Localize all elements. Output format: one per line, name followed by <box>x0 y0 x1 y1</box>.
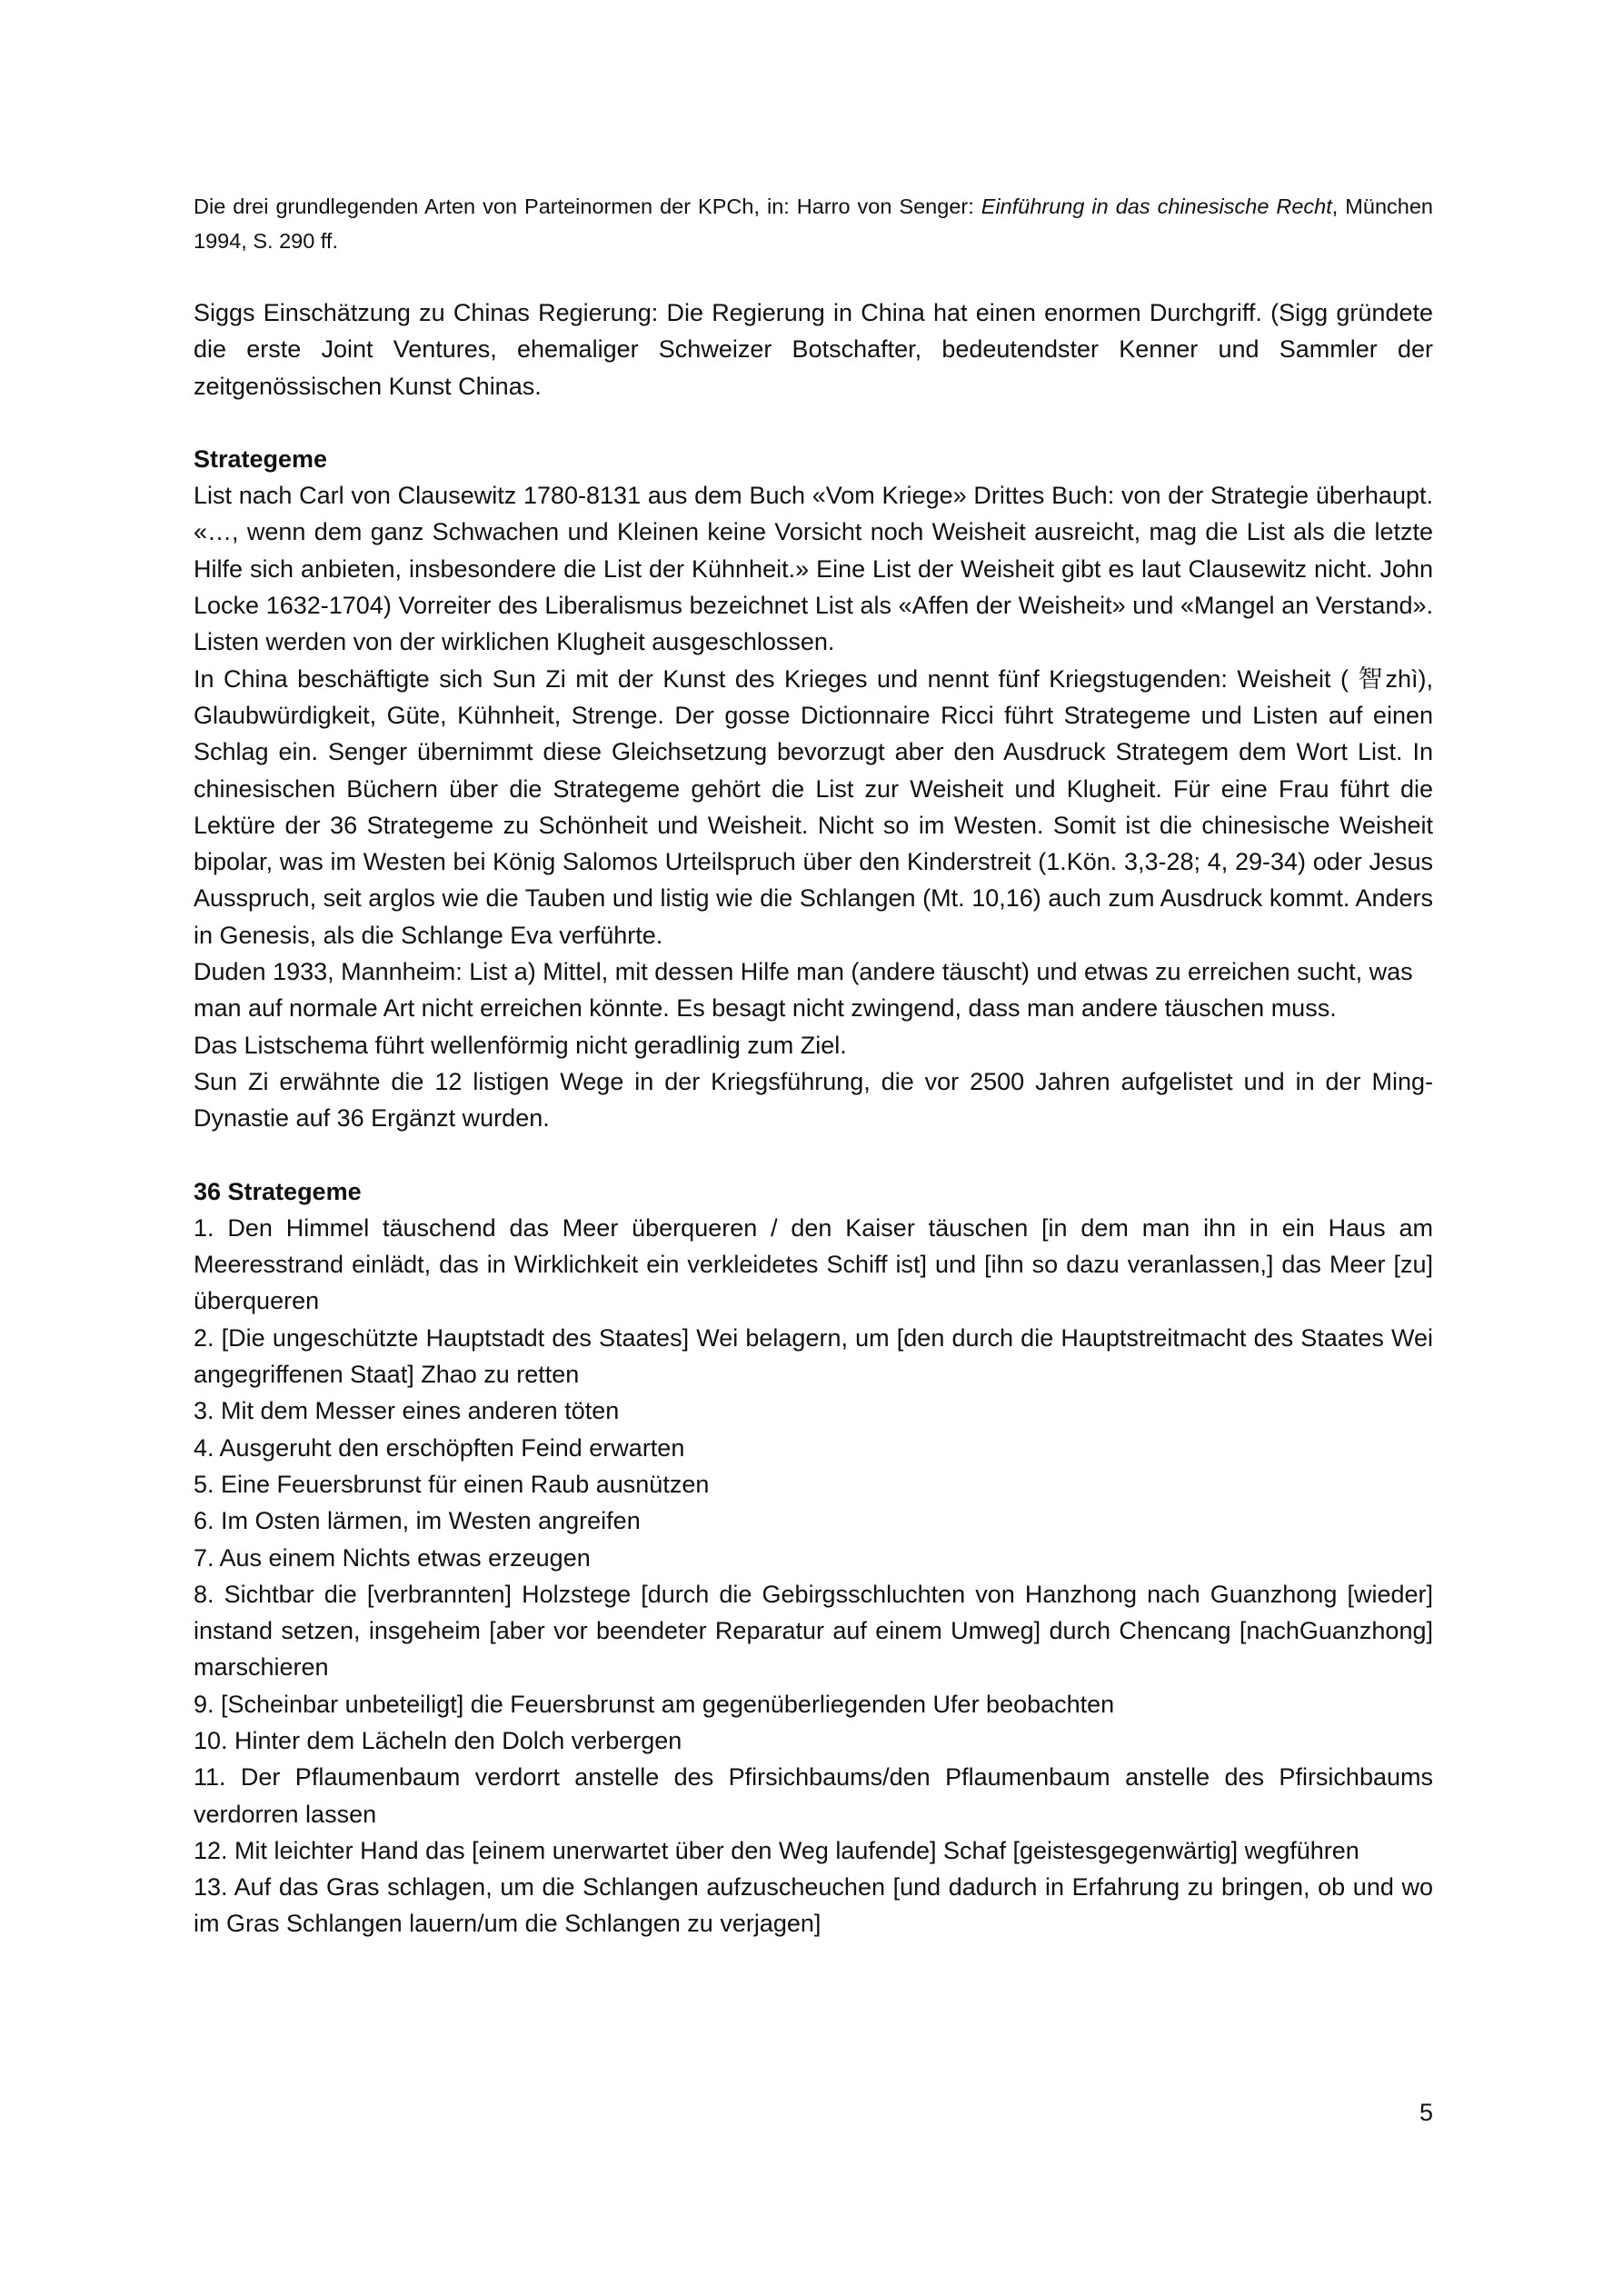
reference-citation <box>194 189 1433 258</box>
strategeme-paragraph-clausewitz: List nach Carl von Clausewitz 1780-8131 aus dem Buch «Vom Kriege» Drittes Buch: von der Strategie überhaupt. «…, wenn dem ganz Schwachen und Kleinen keine Vorsicht noch Weisheit ausreicht, mag die List als die letzte Hilfe sich anbieten, insbesondere die List der Kühnheit.» Eine List der Weisheit gibt es laut Clausewitz nicht. John Locke 1632-1704) Vorreiter des Liberalismus bezeichnet List als «Affen der Weisheit» und «Mangel an Verstand». Listen werden von der wirklichen Klugheit ausgeschlossen. <box>194 482 1433 656</box>
reference-details: , München 1994, S. 290 ff. <box>194 195 1433 253</box>
strategeme-paragraph-duden: Duden 1933, Mannheim: List a) Mittel, mit dessen Hilfe man (andere täuscht) und etwas zu erreichen sucht, was man auf normale Art nicht erreichen könnte. Es besagt nicht zwingend, dass man andere täuschen muss. <box>194 958 1413 1023</box>
list-item: 3. Mit dem Messer eines anderen töten <box>194 1397 620 1425</box>
strategeme-paragraph-sun-zi: In China beschäftigte sich Sun Zi mit der Kunst des Krieges und nennt fünf Kriegstugenden: Weisheit ( 智zhì), Glaubwürdigkeit, Güte, Kühnheit, Strenge. Der gosse Dictionnaire Ricci führt Strategeme und Listen auf einen Schlag ein. Senger übernimmt diese Gleichsetzung bevorzugt aber den Ausdruck Strategem dem Wort List. In chinesischen Büchern über die Strategeme gehört die List zur Weisheit und Klugheit. Für eine Frau führt die Lektüre der 36 Strategeme zu Schönheit und Weisheit. Nicht so im Westen. Somit ist die chinesische Weisheit bipolar, was im Westen bei König Salomos Urteilspruch über den Kinderstreit (1.Kön. 3,3-28; 4, 29-34) oder Jesus Ausspruch, seit arglos wie die Tauben und listig wie die Schlangen (Mt. 10,16) auch zum Ausdruck kommt. Anders in Genesis, als die Schlange Eva verführte. <box>194 664 1433 949</box>
reference-text: Die drei grundlegenden Arten von Parteinormen der KPCh, in: Harro von Senger: <box>194 195 981 218</box>
section-heading-36-strategeme: 36 Strategeme <box>194 1177 362 1205</box>
sigg-paragraph: Siggs Einschätzung zu Chinas Regierung: Die Regierung in China hat einen enormen Durchgriff. (Sigg gründete die erste Joint Ventures, ehemaliger Schweizer Botschafter, bedeutendster Kenner und Sammler der zeitgenössischen Kunst Chinas. <box>194 299 1433 400</box>
list-item: 7. Aus einem Nichts etwas erzeugen <box>194 1543 591 1572</box>
page-number: 5 <box>1419 2099 1433 2126</box>
strategeme-list <box>194 1210 1433 1942</box>
list-item: 11. Der Pflaumenbaum verdorrt anstelle des Pfirsichbaums/den Pflaumenbaum anstelle des Pfirsichbaums verdorren lassen <box>194 1763 1433 1828</box>
list-item: 13. Auf das Gras schlagen, um die Schlangen aufzuscheuchen [und dadurch in Erfahrung zu bringen, ob und wo im Gras Schlangen lauern/um die Schlangen zu verjagen] <box>194 1873 1433 1938</box>
list-item: 5. Eine Feuersbrunst für einen Raub ausnützen <box>194 1470 710 1498</box>
list-item: 1. Den Himmel täuschend das Meer überqueren / den Kaiser täuschen [in dem man ihn in ein Haus am Meeresstrand einlädt, das in Wirklichkeit ein verkleidetes Schiff ist] und [ihn so dazu veranlassen,] das Meer [zu] überqueren <box>194 1213 1433 1315</box>
reference-book-title: Einführung in das chinesische Recht <box>981 195 1332 218</box>
page-content <box>194 189 1433 1942</box>
list-item: 4. Ausgeruht den erschöpften Feind erwarten <box>194 1433 685 1462</box>
strategeme-paragraph-listschema: Das Listschema führt wellenförmig nicht geradlinig zum Ziel. <box>194 1031 847 1059</box>
section-heading-strategeme: Strategeme <box>194 444 328 473</box>
strategeme-paragraph-12-wege: Sun Zi erwähnte die 12 listigen Wege in der Kriegsführung, die vor 2500 Jahren aufgelistet und in der Ming-Dynastie auf 36 Ergänzt wurden. <box>194 1067 1433 1133</box>
list-item: 10. Hinter dem Lächeln den Dolch verbergen <box>194 1726 682 1754</box>
list-item: 8. Sichtbar die [verbrannten] Holzstege [durch die Gebirgsschluchten von Hanzhong nach Guanzhong [wieder] instand setzen, insgeheim [aber vor beendeter Reparatur auf einem Umweg] durch Chencang [nachGuanzhong] marschieren <box>194 1580 1433 1682</box>
list-item: 12. Mit leichter Hand das [einem unerwartet über den Weg laufende] Schaf [geistesgegenwärtig] wegführen <box>194 1836 1359 1864</box>
list-item: 9. [Scheinbar unbeteiligt] die Feuersbrunst am gegenüberliegenden Ufer beobachten <box>194 1690 1115 1718</box>
list-item: 6. Im Osten lärmen, im Westen angreifen <box>194 1507 641 1535</box>
list-item: 2. [Die ungeschützte Hauptstadt des Staates] Wei belagern, um [den durch die Hauptstreitmacht des Staates Wei angegriffenen Staat] Zhao zu retten <box>194 1323 1433 1389</box>
